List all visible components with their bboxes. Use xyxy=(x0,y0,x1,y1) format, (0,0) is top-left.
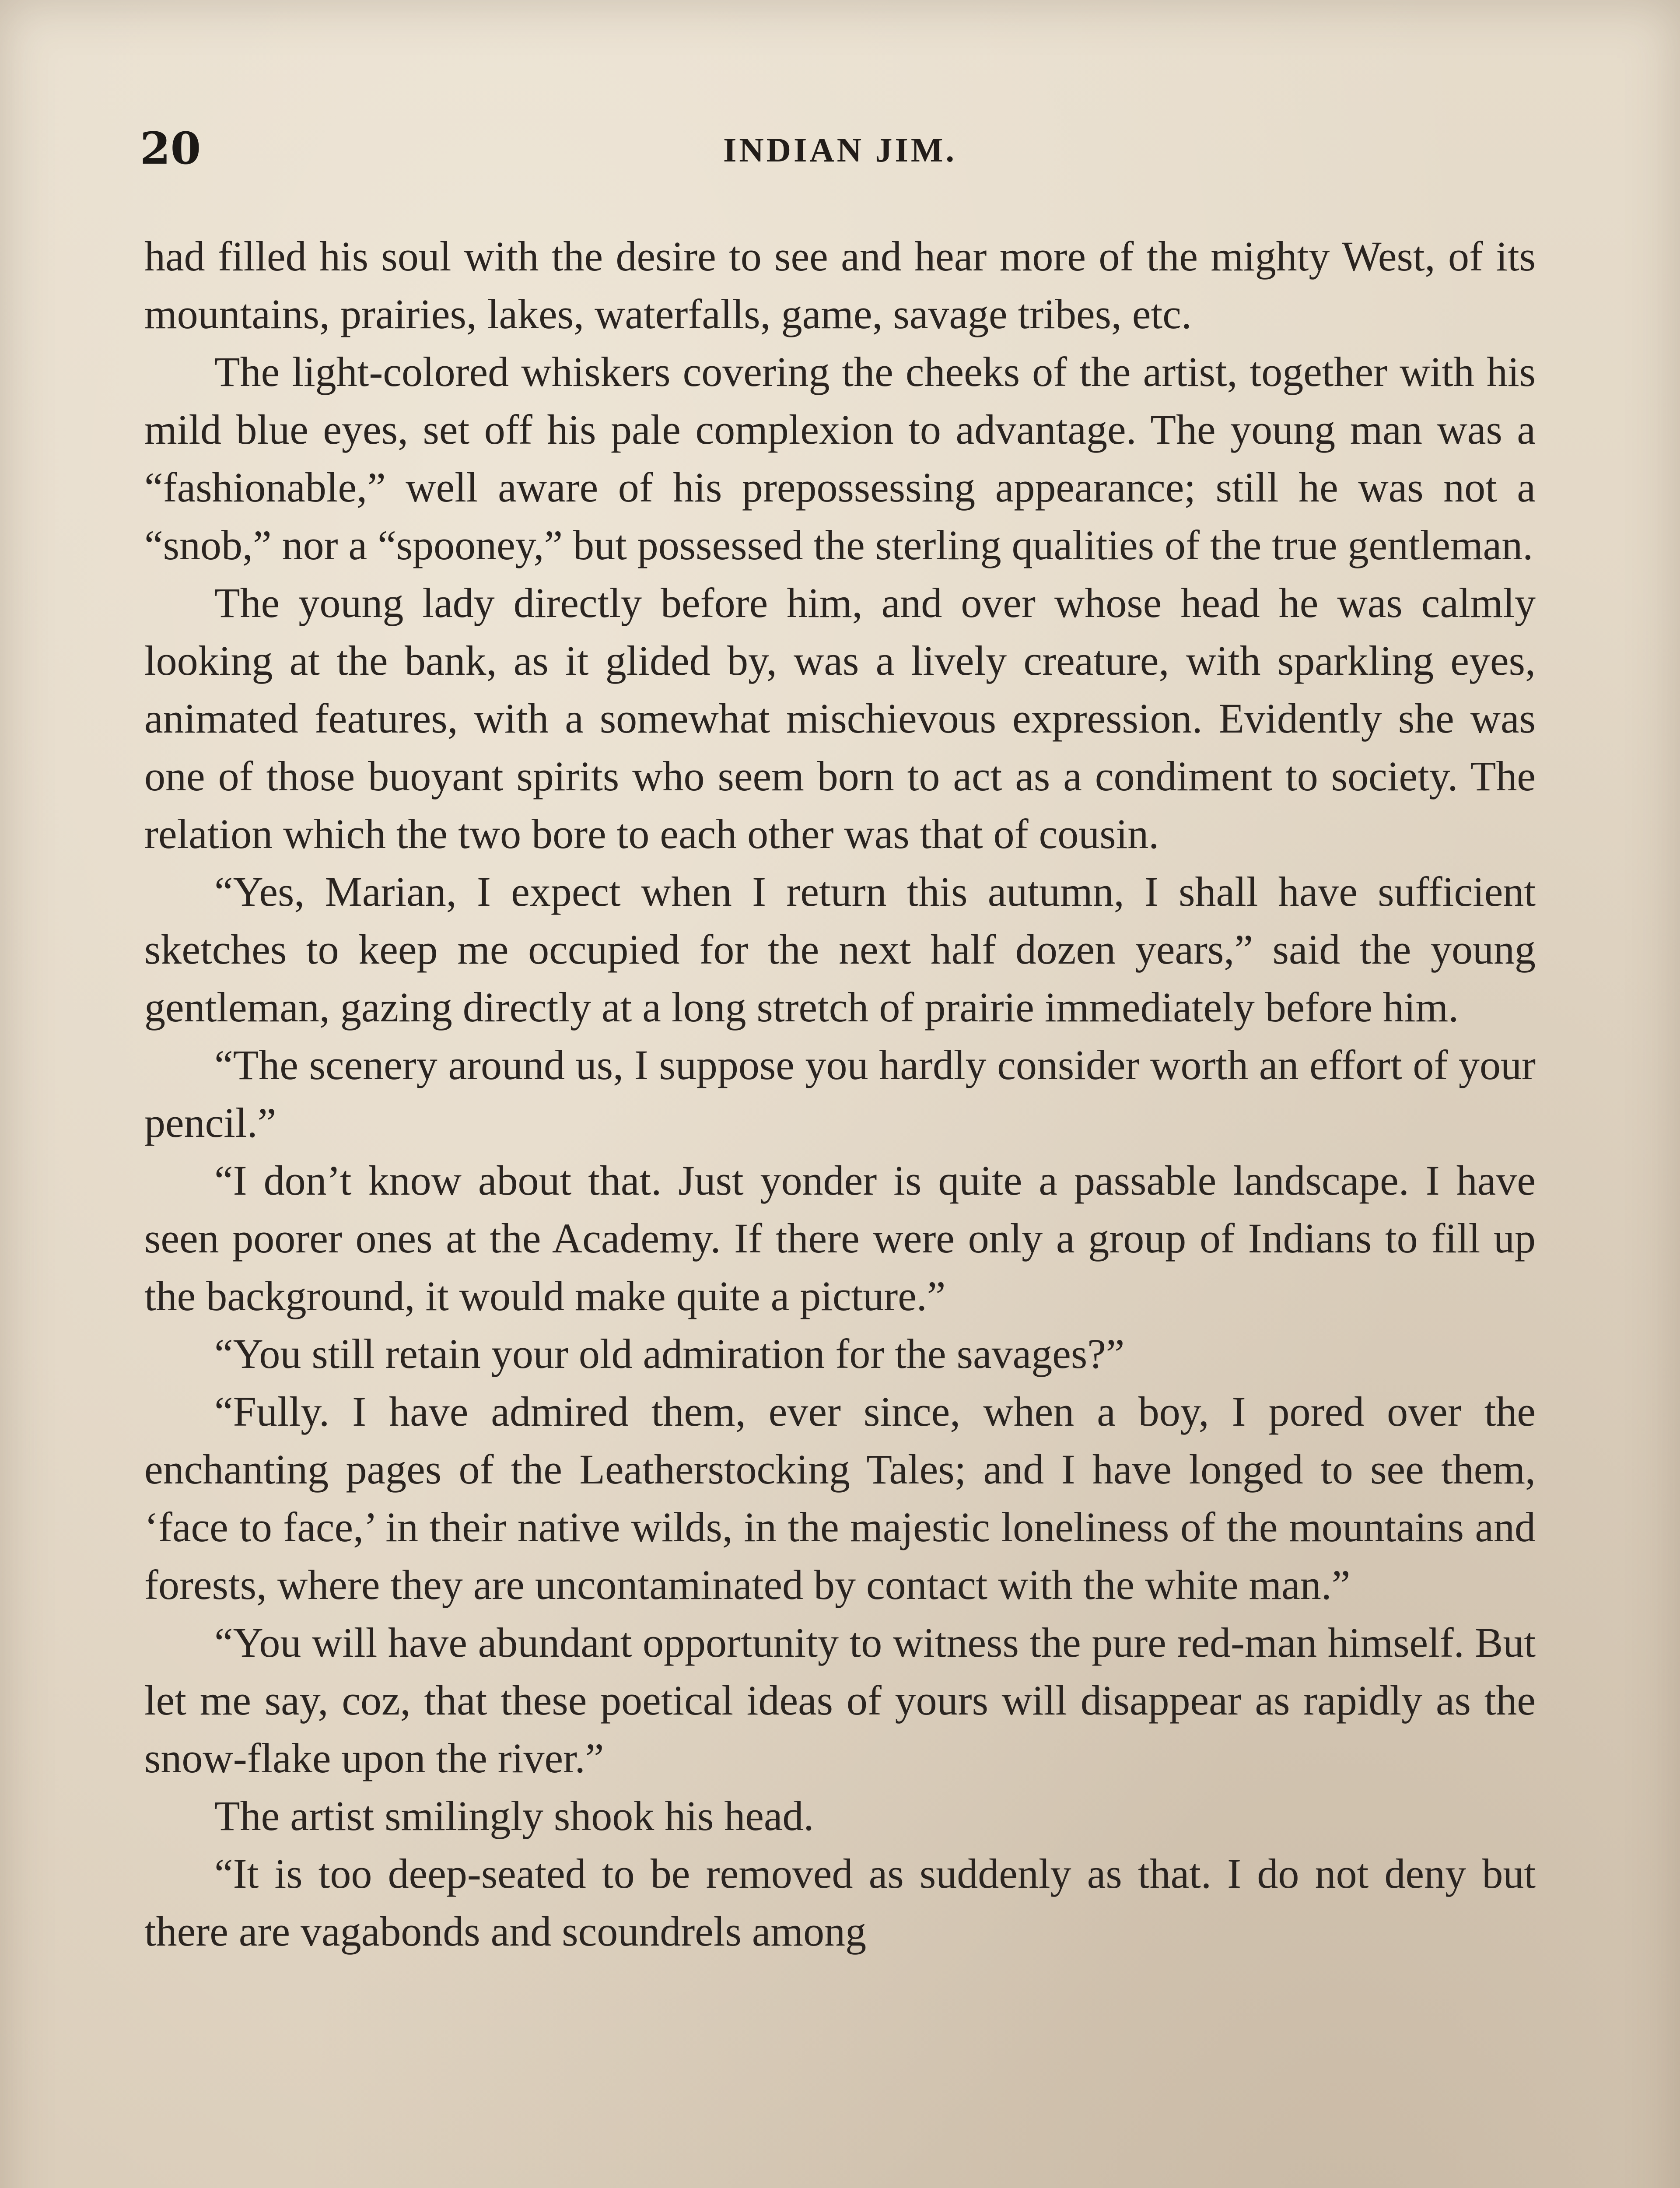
paragraph: “You still retain your old admiration for the savages?” xyxy=(214,1330,1125,1377)
paragraph: The artist smilingly shook his head. xyxy=(214,1792,814,1839)
paragraph: “Fully. I have admired them, ever since, when a boy, I pored over the enchanting pages of the Leatherstocking Tales; and I have longed to see them, ‘face to face,’ in their native wilds, in the majestic loneliness of the mountains and forests, where they are uncontaminated by contact with the white man.” xyxy=(144,1388,1536,1608)
paragraph: The young lady directly before him, and over whose head he was calmly looking at the bank, as it glided by, was a lively creature, with sparkling eyes, animated features, with a somewhat mischievous expression. Evidently she was one of those buoyant spirits who seem born to act as a condiment to society. The relation which the two bore to each other was that of cousin. xyxy=(144,579,1536,857)
page-number: 20 xyxy=(140,123,201,174)
paragraph: “Yes, Marian, I expect when I return this autumn, I shall have sufficient sketches to keep me occupied for the next half dozen years,” said the young gentleman, gazing directly at a long stretch of prairie immediately before him. xyxy=(144,868,1536,1031)
body-text xyxy=(144,228,1536,1960)
paragraph: “The scenery around us, I suppose you hardly consider worth an effort of your pencil.” xyxy=(144,1041,1536,1146)
paragraph: The light-colored whiskers covering the cheeks of the artist, together with his mild blue eyes, set off his pale complexion to advantage. The young man was a “fashionable,” well aware of his prepossessing appearance; still he was not a “snob,” nor a “spooney,” but possessed the sterling qualities of the true gentleman. xyxy=(144,348,1536,568)
running-title: INDIAN JIM. xyxy=(723,131,957,169)
paragraph: “It is too deep-seated to be removed as suddenly as that. I do not deny but there are vagabonds and scoundrels among xyxy=(144,1850,1536,1955)
paragraph: “You will have abundant opportunity to witness the pure red-man himself. But let me say, coz, that these poetical ideas of yours will disappear as rapidly as the snow-flake upon the river.” xyxy=(144,1619,1536,1781)
paragraph: had filled his soul with the desire to see and hear more of the mighty West, of its mountains, prairies, lakes, waterfalls, game, savage tribes, etc. xyxy=(144,233,1536,337)
paragraph: “I don’t know about that. Just yonder is quite a passable landscape. I have seen poorer ones at the Academy. If there were only a group of Indians to fill up the background, it would make quite a picture.” xyxy=(144,1157,1536,1319)
page-header xyxy=(140,123,1540,175)
